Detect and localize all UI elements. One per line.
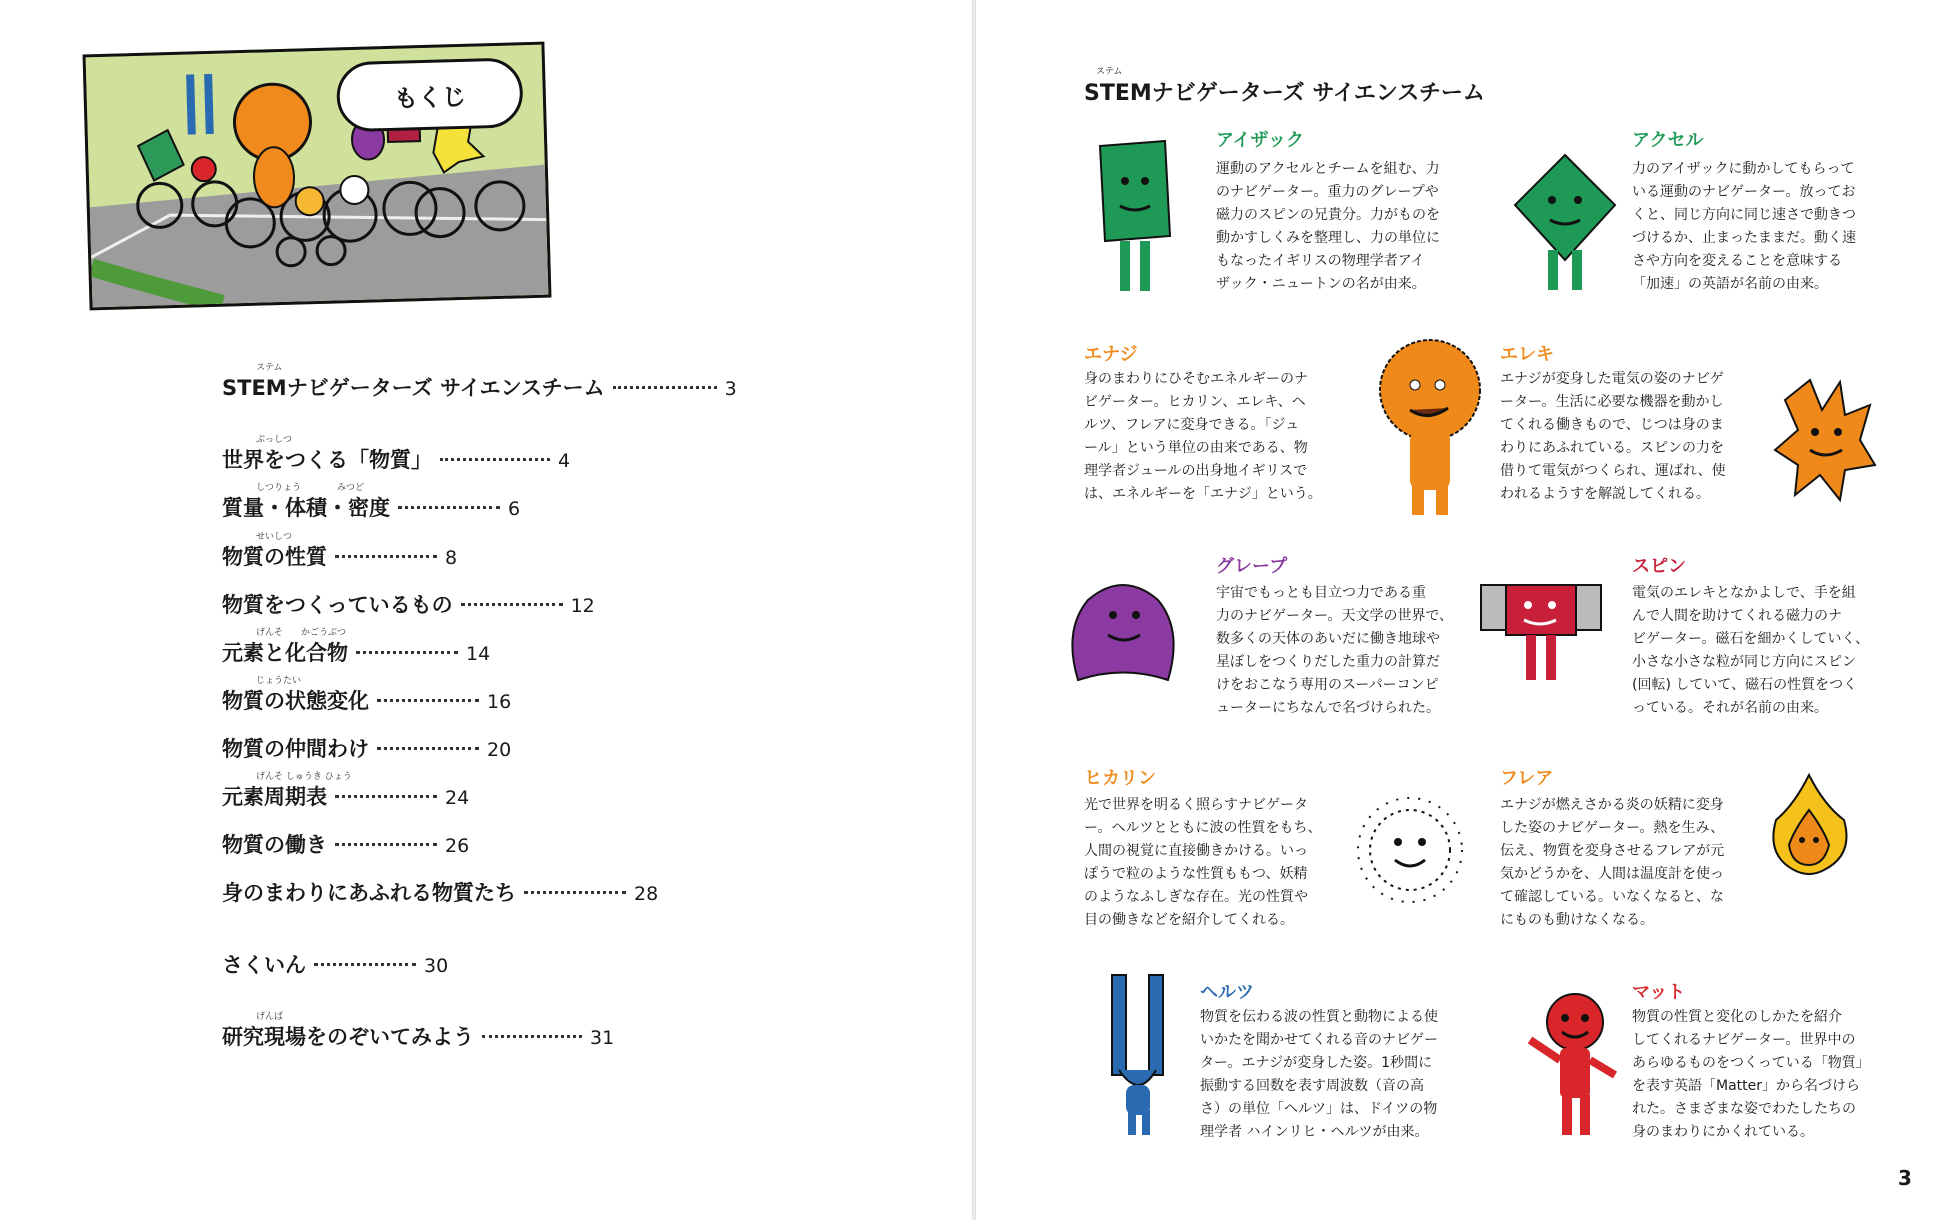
description-line: 目の働きなどを紹介してくれる。	[1084, 912, 1294, 928]
toc-page-number: 8	[445, 547, 458, 569]
toc-entry-ruby: じょうたい	[256, 676, 302, 686]
toc-entry-title: 物質の働き	[222, 833, 327, 857]
toc-leader-dots	[398, 506, 500, 509]
description-line: 人間の視覚に直接働きかける。いっ	[1084, 843, 1308, 859]
description-line: ザック・ニュートンの名が由来。	[1216, 276, 1426, 292]
character-illustration	[1080, 136, 1180, 310]
toc-entry-ruby: せいしつ	[256, 532, 293, 542]
character-name: ヒカリン	[1084, 768, 1156, 789]
page-number: 3	[1898, 1166, 1912, 1190]
description-line: してくれるナビゲーター。世界中の	[1632, 1032, 1856, 1048]
character-description	[1500, 794, 1724, 932]
toc-page-number: 12	[570, 595, 595, 617]
toc-entry[interactable]	[222, 676, 512, 715]
toc-page-number: 20	[487, 739, 512, 761]
toc-page-number: 26	[445, 835, 470, 857]
description-line: 電気のエレキとなかよしで、手を組	[1632, 585, 1856, 601]
description-line: ルツ、フレアに変身できる。「ジュ	[1084, 417, 1300, 433]
description-line: ぽうで粒のような性質ももつ、妖精	[1084, 866, 1308, 882]
character-description	[1632, 158, 1856, 296]
description-line: 星ぼしをつくりだした重力の計算だ	[1216, 654, 1440, 670]
character-description	[1632, 582, 1869, 720]
toc-entry[interactable]	[222, 532, 458, 571]
toc-page-number: 16	[487, 691, 512, 713]
toc-entry[interactable]	[222, 829, 469, 859]
character-illustration	[1476, 580, 1606, 694]
toc-entry-title: 物質の仲間わけ	[222, 737, 369, 761]
toc-entry-title: 研究現場をのぞいてみよう	[222, 1025, 474, 1049]
description-line: ーター。生活に必要な機器を動かし	[1500, 394, 1724, 410]
description-line: 身のまわりにひそむエネルギーのナ	[1084, 371, 1308, 387]
character-illustration	[1104, 970, 1174, 1144]
character-illustration	[1058, 570, 1188, 704]
description-line: 理学者 ハインリヒ・ヘルツが由来。	[1200, 1124, 1429, 1140]
toc-page-number: 30	[424, 955, 449, 977]
description-line: もなったイギリスの物理学者アイ	[1216, 253, 1425, 269]
toc-entry[interactable]	[222, 733, 511, 763]
description-line: わりにあふれている。スピンの力を	[1500, 440, 1724, 456]
description-line: 力のナビゲーター。天文学の世界で、	[1216, 608, 1454, 624]
description-line: を表す英語「Matter」から名づけら	[1632, 1078, 1861, 1094]
character-name: ヘルツ	[1200, 982, 1254, 1003]
description-line: づけるか、止まったままだ。動く速	[1632, 230, 1856, 246]
character-name: グレープ	[1216, 556, 1288, 577]
toc-entry-title: 世界をつくる「物質」	[222, 448, 432, 472]
toc-page-number: 3	[724, 378, 737, 400]
toc-entry-title: さくいん	[222, 953, 306, 977]
description-line: ビゲーター。磁石を細かくしていく、	[1632, 631, 1870, 647]
toc-entry[interactable]	[222, 772, 470, 811]
description-line: てくれる働きもので、じつは身のま	[1500, 417, 1724, 433]
description-line: 身のまわりにかくれている。	[1632, 1124, 1814, 1140]
toc-leader-dots	[356, 651, 458, 654]
description-line: れた。さまざまな姿でわたしたちの	[1632, 1101, 1856, 1117]
description-line: くと、同じ方向に同じ速さで動きつ	[1632, 207, 1856, 223]
description-line: っている。それが名前の由来。	[1632, 700, 1828, 716]
toc-leader-dots	[440, 458, 550, 461]
toc-leader-dots	[314, 963, 416, 966]
toc-leader-dots	[377, 747, 479, 750]
description-line: のナビゲーター。重力のグレープや	[1216, 184, 1439, 200]
character-description	[1500, 368, 1726, 506]
description-line: エナジが燃えさかる炎の妖精に変身	[1500, 797, 1724, 813]
character-description	[1084, 794, 1321, 932]
character-illustration	[1770, 370, 1880, 514]
character-description	[1632, 1006, 1870, 1144]
toc-entry-title: STEMナビゲーターズ サイエンスチーム	[222, 376, 605, 400]
description-line: エナジが変身した電気の姿のナビゲ	[1500, 371, 1724, 387]
toc-entry[interactable]	[222, 628, 491, 667]
description-line: (回転) していて、磁石の性質をつく	[1632, 677, 1858, 693]
description-line: ー。ヘルツとともに波の性質をもち、	[1084, 820, 1322, 836]
description-line: 運動のアクセルとチームを組む、力	[1216, 161, 1440, 177]
description-line: 物質を伝わる波の性質と動物による使	[1200, 1009, 1438, 1025]
description-line: 振動する回数を表す周波数（音の高	[1200, 1078, 1424, 1094]
description-line: 借りて電気がつくられ、運ばれ、使	[1500, 463, 1726, 479]
character-name: マット	[1632, 982, 1686, 1003]
toc-entry[interactable]	[222, 483, 521, 522]
character-description	[1216, 582, 1453, 720]
character-illustration	[1510, 150, 1620, 304]
toc-leader-dots	[461, 603, 563, 606]
toc-entry-title: 身のまわりにあふれる物質たち	[222, 881, 516, 905]
toc-entry-title: 物質の状態変化	[222, 689, 369, 713]
description-line: われるようすを解説してくれる。	[1500, 486, 1710, 502]
character-illustration	[1350, 790, 1470, 914]
character-illustration	[1520, 990, 1630, 1144]
toc-leader-dots	[335, 795, 437, 798]
toc-entry[interactable]	[222, 949, 448, 979]
description-line: 小さな小さな粒が同じ方向にスピン	[1632, 654, 1856, 670]
toc-page-number: 28	[634, 883, 659, 905]
description-line: 「加速」の英語が名前の由来。	[1632, 276, 1828, 292]
description-line: 伝え、物質を変身させるフレアが元	[1500, 843, 1725, 859]
toc-entry-title: 元素周期表	[222, 785, 327, 809]
cover-illustration	[83, 42, 552, 311]
toc-page-number: 4	[558, 450, 571, 472]
description-line: ール」という単位の由来である、物	[1084, 440, 1308, 456]
toc-leader-dots	[524, 891, 626, 894]
description-line: ビゲーター。ヒカリン、エレキ、ヘ	[1084, 394, 1306, 410]
page-title: STEMナビゲーターズ サイエンスチーム	[1084, 81, 1485, 106]
toc-entry[interactable]	[222, 877, 658, 907]
toc-entry-title: 物質をつくっているもの	[222, 593, 453, 617]
description-line: けをおこなう専用のスーパーコンピ	[1216, 677, 1439, 693]
description-line: いかたを聞かせてくれる音のナビゲー	[1200, 1032, 1438, 1048]
toc-entry[interactable]	[222, 589, 595, 619]
toc-leader-dots	[335, 555, 437, 558]
description-line: んで人間を助けてくれる磁力のナ	[1632, 608, 1842, 624]
description-line: 力のアイザックに動かしてもらって	[1632, 161, 1855, 177]
character-description	[1084, 368, 1322, 506]
description-line: 数多くの天体のあいだに働き地球や	[1216, 631, 1440, 647]
character-name: アクセル	[1632, 130, 1704, 151]
toc-entry-title: 元素と化合物	[222, 641, 348, 665]
toc-entry[interactable]	[222, 363, 737, 402]
description-line: にものも動けなくなる。	[1500, 912, 1654, 928]
description-line: さや方向を変えることを意味する	[1632, 253, 1842, 269]
description-line: 気かどうかを、人間は温度計を使っ	[1500, 866, 1724, 882]
description-line: した姿のナビゲーター。熱を生み、	[1500, 820, 1725, 836]
title-ruby: ステム	[1096, 67, 1123, 77]
toc-entry-ruby: ステム	[256, 363, 283, 373]
toc-entry-ruby: しつりょう みつど	[256, 483, 364, 493]
toc-bubble-label: もくじ	[336, 57, 524, 132]
description-line: は、エネルギーを「エナジ」という。	[1084, 486, 1322, 502]
toc-entry[interactable]	[222, 435, 571, 474]
toc-page-number: 24	[445, 787, 470, 809]
description-line: さ）の単位「ヘルツ」は、ドイツの物	[1200, 1101, 1438, 1117]
description-line: あらゆるものをつくっている「物質」	[1632, 1055, 1870, 1071]
toc-entry-title: 物質の性質	[222, 545, 327, 569]
toc-page-number: 14	[466, 643, 491, 665]
character-name: エナジ	[1084, 344, 1138, 365]
character-description	[1216, 158, 1440, 296]
toc-entry-ruby: げんそ しゅうき ひょう	[256, 772, 352, 782]
description-line: 動かすしくみを整理し、力の単位に	[1216, 230, 1440, 246]
character-description	[1200, 1006, 1438, 1144]
toc-page-number: 31	[590, 1027, 615, 1049]
toc-entry-ruby: げんそ かごうぶつ	[256, 628, 347, 638]
description-line: のようなふしぎな存在。光の性質や	[1084, 889, 1308, 905]
description-line: ター。エナジが変身した姿。1秒間に	[1200, 1055, 1433, 1071]
character-illustration	[1360, 330, 1500, 524]
toc-entry-title: 質量・体積・密度	[222, 496, 390, 520]
toc-entry[interactable]	[222, 1012, 615, 1051]
description-line: 物質の性質と変化のしかたを紹介	[1632, 1009, 1842, 1025]
description-line: 光で世界を明るく照らすナビゲータ	[1084, 797, 1308, 813]
character-name: アイザック	[1216, 130, 1305, 151]
character-name: フレア	[1500, 768, 1554, 789]
toc-leader-dots	[613, 386, 717, 389]
toc-leader-dots	[482, 1035, 582, 1038]
toc-page-number: 6	[508, 498, 521, 520]
left-page	[0, 0, 972, 1220]
toc-leader-dots	[335, 843, 437, 846]
toc-entry-ruby: げんば	[256, 1012, 284, 1022]
description-line: て確認している。いなくなると、な	[1500, 889, 1724, 905]
toc-leader-dots	[377, 699, 479, 702]
toc-entry-ruby: ぶっしつ	[256, 435, 293, 445]
description-line: ューターにちなんで名づけられた。	[1216, 700, 1440, 716]
description-line: 磁力のスピンの兄貴分。力がものを	[1216, 207, 1440, 223]
description-line: 理学者ジュールの出身地イギリスで	[1084, 463, 1308, 479]
description-line: 宇宙でもっとも目立つ力である重	[1216, 585, 1426, 601]
description-line: いる運動のナビゲーター。放ってお	[1632, 184, 1856, 200]
character-name: スピン	[1632, 556, 1686, 577]
character-name: エレキ	[1500, 344, 1554, 365]
character-illustration	[1764, 770, 1854, 884]
